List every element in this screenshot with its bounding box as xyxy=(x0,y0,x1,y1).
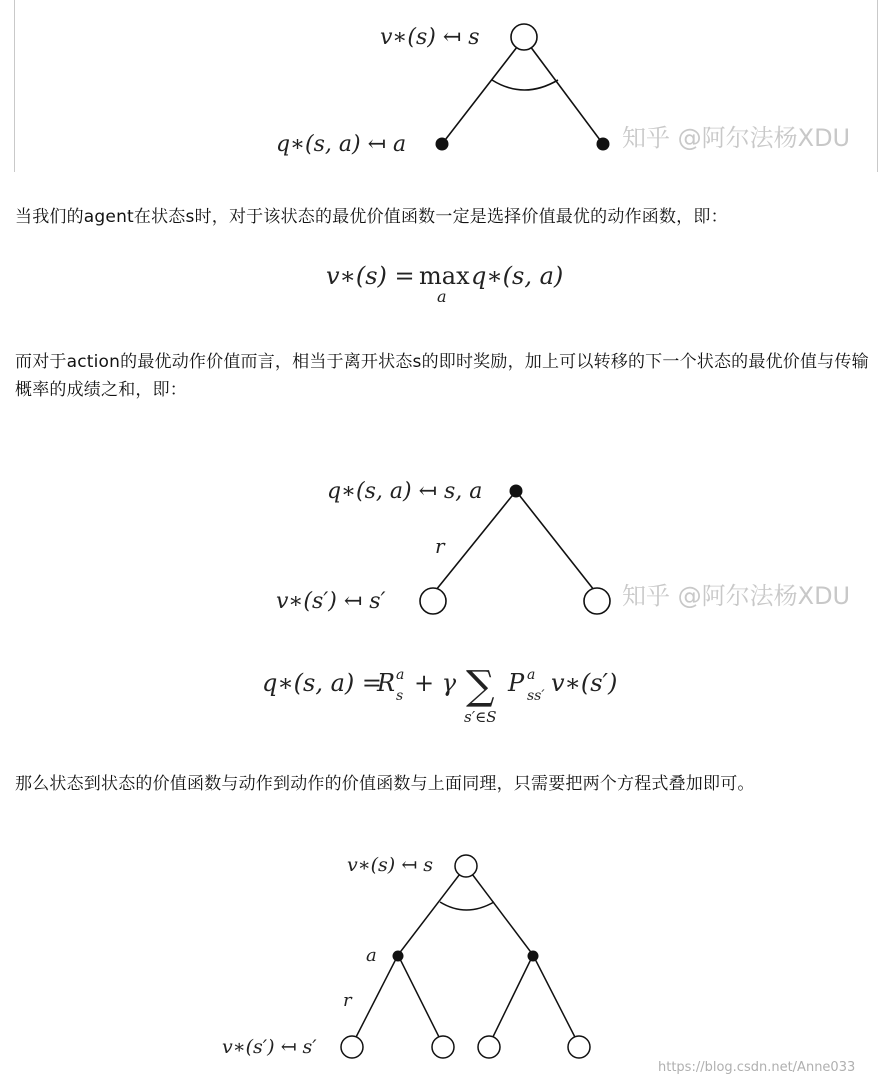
equation-max: max xyxy=(419,262,470,290)
equation-lhs: q∗(s, a) = xyxy=(262,669,383,697)
sum-icon: ∑ xyxy=(466,663,495,709)
root-label: v∗(s) ↤ s xyxy=(347,854,433,876)
transition-symbol: P xyxy=(508,669,525,697)
action-node-icon xyxy=(393,951,404,962)
reward-symbol: R xyxy=(377,669,396,697)
state-node-icon xyxy=(511,24,537,50)
equation-tail: v∗(s′) xyxy=(551,669,618,697)
action-node-icon xyxy=(597,138,610,151)
root-label: v∗(s) ↤ s xyxy=(380,25,480,50)
backup-diagram-v-to-q xyxy=(0,0,895,172)
state-node-icon xyxy=(478,1036,500,1058)
equation-lhs: v∗(s) = xyxy=(326,262,415,290)
leaf-label: v∗(s′) ↤ s′ xyxy=(276,589,386,614)
action-node-icon xyxy=(528,951,539,962)
state-node-icon xyxy=(584,588,610,614)
backup-diagram-two-step xyxy=(0,840,895,1085)
plus-gamma: + γ xyxy=(414,669,457,697)
reward-sup: a xyxy=(396,667,405,683)
leaf-label: v∗(s′) ↤ s′ xyxy=(222,1036,317,1058)
root-label: q∗(s, a) ↤ s, a xyxy=(327,479,483,504)
transition-sup: a xyxy=(527,667,536,683)
edge-label: r xyxy=(343,990,352,1011)
edge-label: r xyxy=(435,534,445,558)
equation-optimal-action-value xyxy=(0,645,895,730)
watermark: 知乎 @阿尔法杨XDU xyxy=(622,124,851,152)
equation-rhs: q∗(s, a) xyxy=(471,262,564,290)
backup-diagram-q-to-v xyxy=(0,470,895,620)
action-node-icon xyxy=(510,485,523,498)
reward-sub: s xyxy=(396,688,404,704)
watermark: https://blog.csdn.net/Anne033 xyxy=(658,1060,856,1075)
equation-max-sub: a xyxy=(437,287,447,306)
action-node-icon xyxy=(436,138,449,151)
paragraph: 而对于action的最优动作价值而言，相当于离开状态s的即时奖励，加上可以转移的下一个状态的最优价值与传输概率的成绩之和，即： xyxy=(15,352,869,400)
state-node-icon xyxy=(432,1036,454,1058)
state-node-icon xyxy=(341,1036,363,1058)
paragraph: 当我们的agent在状态s时，对于该状态的最优价值函数一定是选择价值最优的动作函数，即： xyxy=(15,207,728,227)
leaf-label: q∗(s, a) ↤ a xyxy=(276,132,407,157)
equation-optimal-state-value xyxy=(0,252,895,306)
state-node-icon xyxy=(420,588,446,614)
transition-sub: ss′ xyxy=(527,688,545,704)
watermark: 知乎 @阿尔法杨XDU xyxy=(622,582,851,610)
action-label: a xyxy=(366,945,377,966)
state-node-icon xyxy=(455,855,477,877)
sum-sub: s′∈S xyxy=(464,708,497,726)
state-node-icon xyxy=(568,1036,590,1058)
paragraph: 那么状态到状态的价值函数与动作到动作的价值函数与上面同理，只需要把两个方程式叠加即可。 xyxy=(15,774,755,794)
